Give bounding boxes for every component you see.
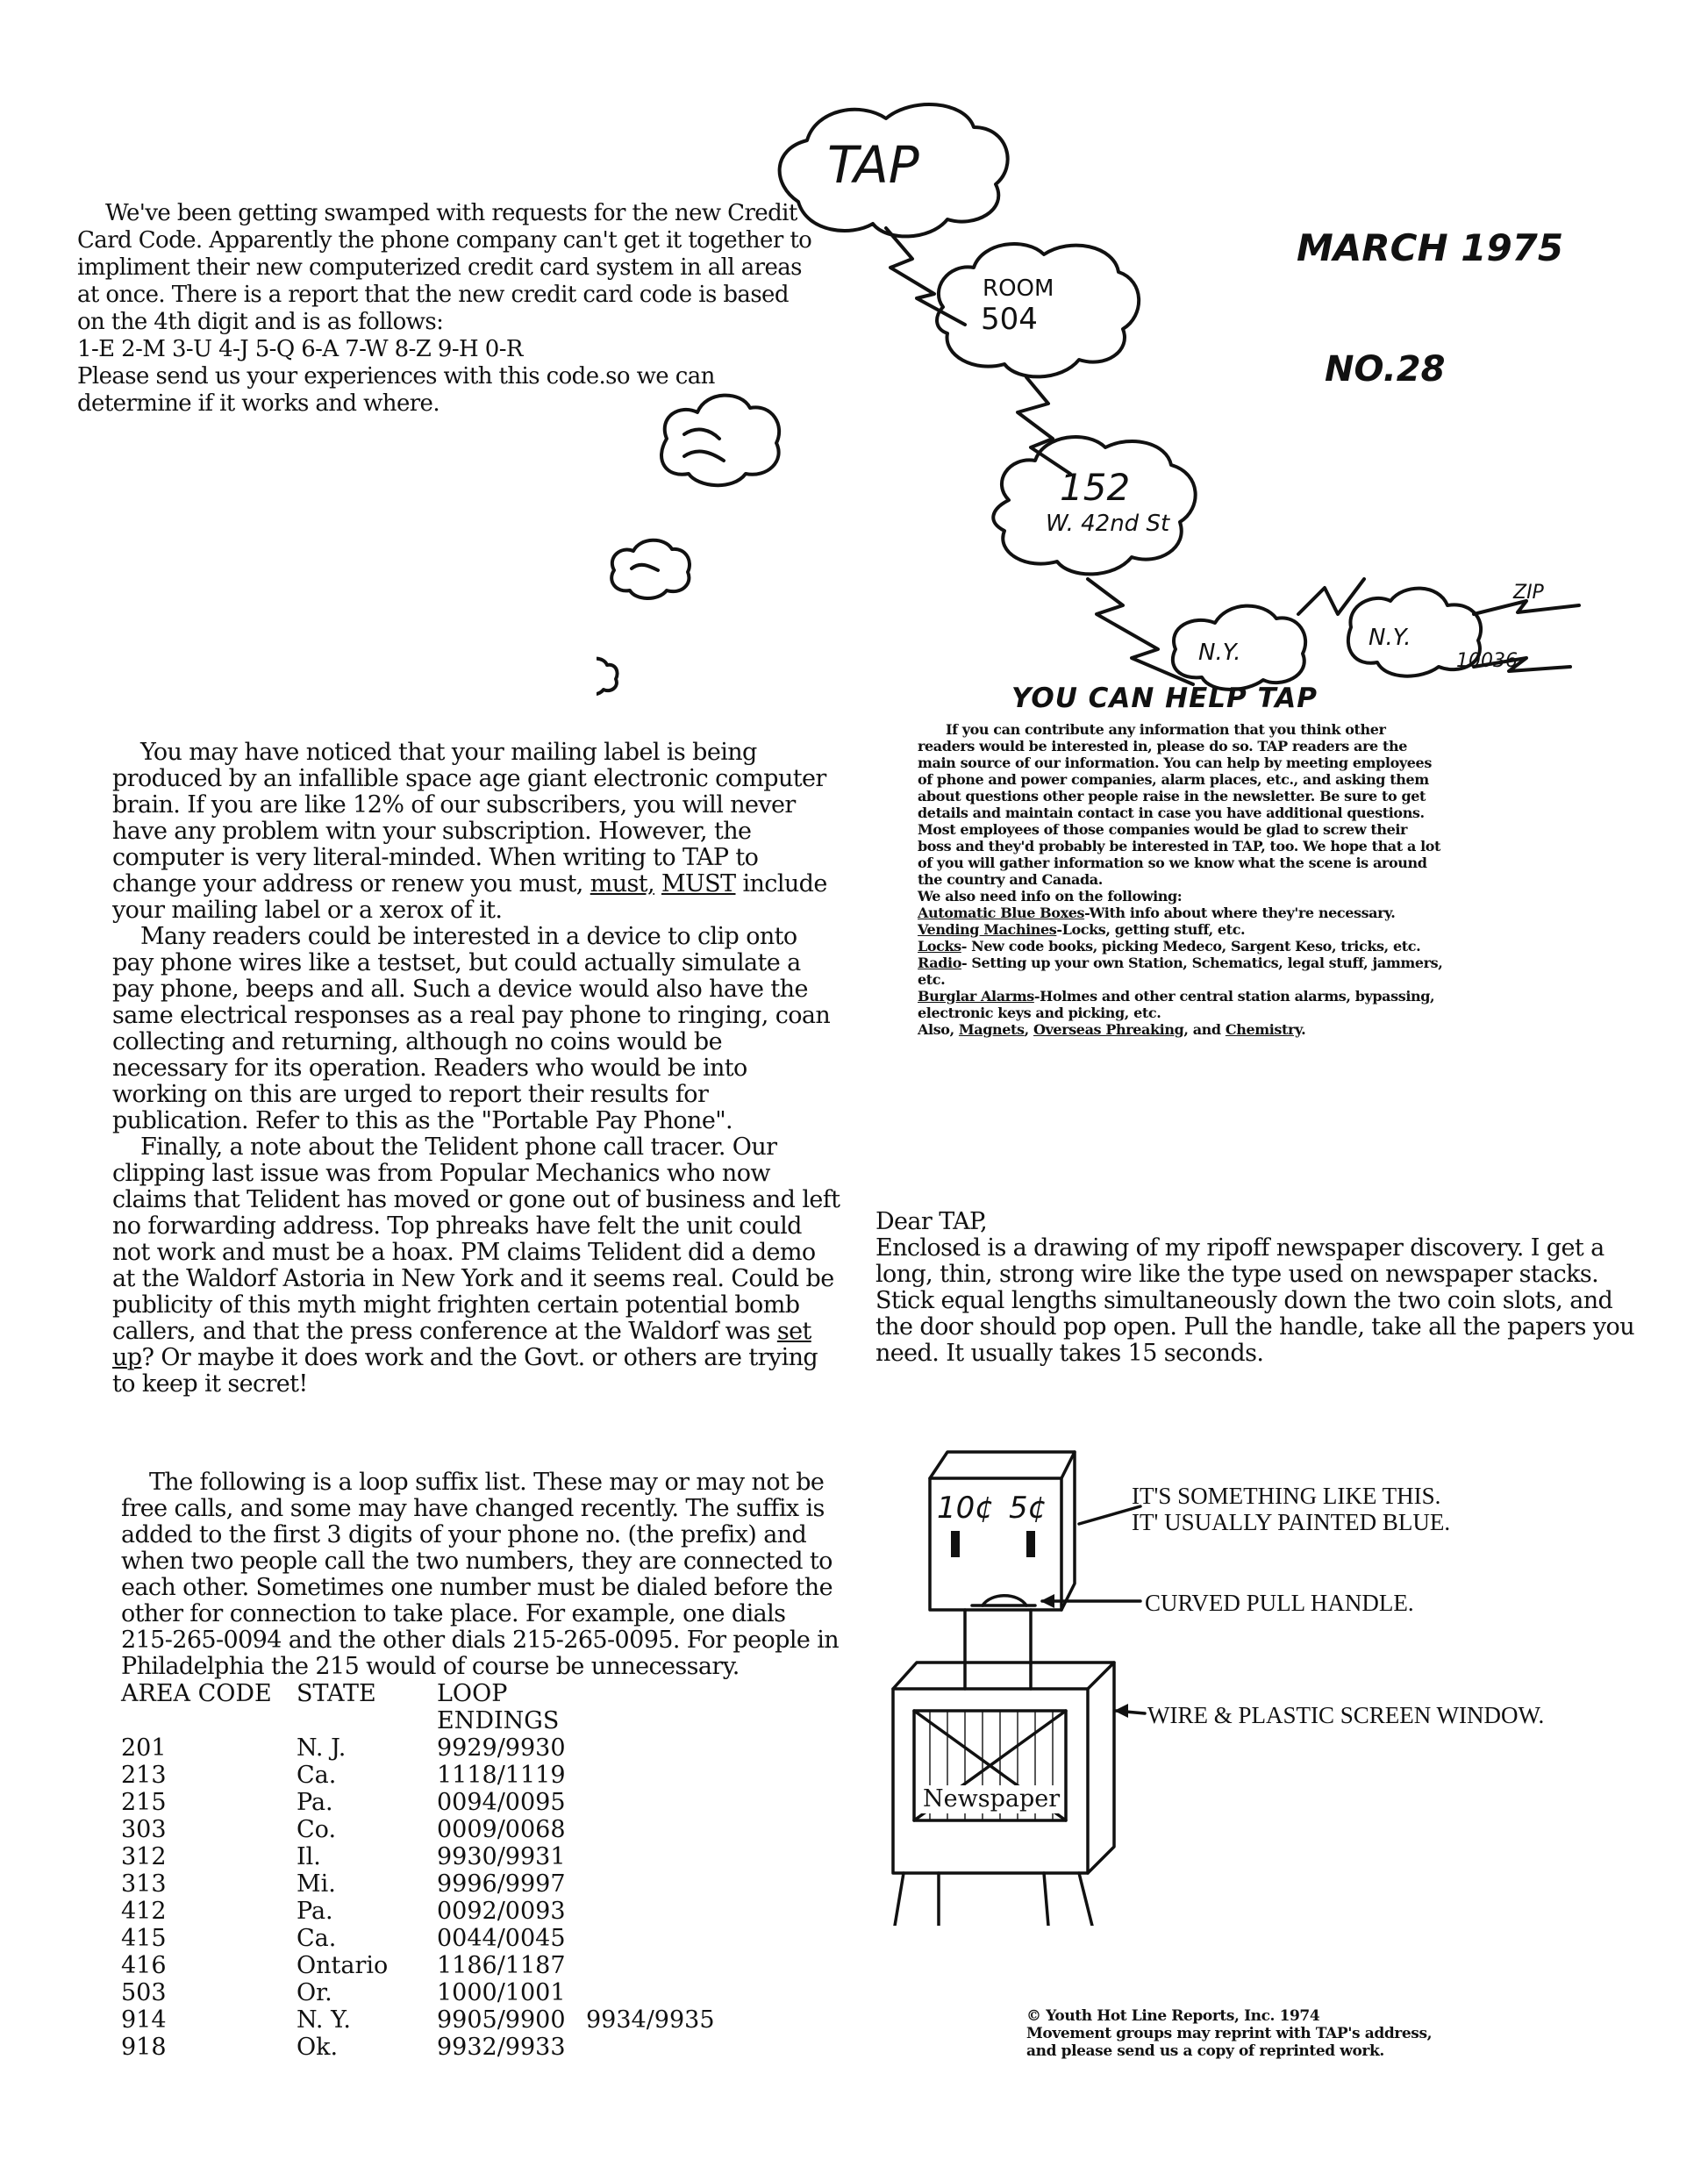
cloud-room-text: ROOM: [983, 275, 1054, 302]
letter-body: Enclosed is a drawing of my ripoff newspaper discovery. I get a long, thin, strong wire like the type used on newspaper stacks. Stick equal lengths simultaneously down the two coin slots, and the door should pop open. Pull the handle, take all the papers you need. It usually takes 15 seconds.: [875, 1234, 1635, 1367]
setup-emphasis: set up: [112, 1318, 811, 1371]
cell-ending-2: [586, 1952, 744, 1979]
coin-label-5c: 5¢: [1009, 1491, 1047, 1526]
cell-area: 201: [121, 1734, 167, 1762]
help-item-desc: -With info about where they're necessary.: [1084, 905, 1396, 921]
credit-card-request: Please send us your experiences with this code.so we can determine if it works and where.: [77, 363, 715, 417]
cell-state: N. J.: [297, 1734, 347, 1762]
cloud-addr-st-text: W. 42nd St: [1046, 511, 1170, 537]
help-item: [918, 955, 1444, 988]
cloud-ny1-text: N.Y.: [1198, 640, 1241, 666]
letter-salutation: Dear TAP,: [875, 1208, 988, 1235]
window-caption: WIRE & PLASTIC SCREEN WINDOW.: [1147, 1702, 1545, 1728]
loop-header-endings: LOOP ENDINGS: [437, 1680, 560, 1734]
mailing-label-paragraph: [112, 740, 840, 924]
help-item-term: Locks: [918, 938, 961, 955]
cell-ending-2: [586, 1870, 744, 1898]
cell-area: 303: [121, 1816, 167, 1843]
cell-area: 213: [121, 1762, 167, 1789]
cell-ending: 0092/0093: [437, 1898, 566, 1925]
cell-state: Pa.: [297, 1898, 333, 1925]
cell-state: Co.: [297, 1816, 337, 1843]
issue-number: NO.28: [1325, 349, 1446, 390]
drawing-caption-1: IT'S SOMETHING LIKE THIS.: [1132, 1483, 1441, 1509]
cell-area: 215: [121, 1789, 167, 1816]
table-row: [121, 1925, 840, 1952]
cell-ending: 9996/9997: [437, 1870, 566, 1898]
loop-table-body: [121, 1734, 840, 2061]
table-row: [121, 1952, 840, 1979]
cell-ending-2: [586, 1925, 744, 1952]
coin-label-10c: 10¢: [937, 1491, 994, 1526]
cell-ending-2: [586, 1816, 744, 1843]
cell-state: Il.: [297, 1843, 321, 1870]
cell-state: Pa.: [297, 1789, 333, 1816]
table-row: [121, 1843, 840, 1870]
table-row: [121, 1762, 840, 1789]
cloud-addr-num-text: 152: [1060, 466, 1131, 509]
help-item: [918, 988, 1444, 1021]
drawing-caption-2: IT' USUALLY PAINTED BLUE.: [1132, 1509, 1451, 1535]
issue-date: MARCH 1975: [1297, 226, 1564, 269]
copyright-line: Movement groups may reprint with TAP's address,: [1026, 2025, 1433, 2042]
loop-header-state: STATE: [297, 1680, 376, 1707]
credit-card-code: 1-E 2-M 3-U 4-J 5-Q 6-A 7-W 8-Z 9-H 0-R: [77, 336, 523, 362]
table-row: [121, 1870, 840, 1898]
cloud-room-num-text: 504: [981, 302, 1038, 337]
cell-ending: 1000/1001: [437, 1979, 566, 2006]
must-emphasis-1: must,: [590, 870, 654, 897]
cell-ending-2: [586, 1734, 744, 1762]
cell-state: Ca.: [297, 1762, 337, 1789]
help-item: [918, 921, 1444, 938]
telident-paragraph: [112, 1134, 840, 1398]
must-emphasis-2: MUST: [661, 870, 736, 897]
cell-state: Ontario: [297, 1952, 389, 1979]
cell-ending-2: [586, 1789, 744, 1816]
mailing-label-text: You may have noticed that your mailing label is being produced by an infallible space age giant electronic computer brain. If you are like 12% of our subscribers, you will never have any problem witn your subscription. However, the computer is very literal-minded. When writing to TAP to change your address or renew you must,: [112, 739, 826, 897]
loop-list-section: [121, 1469, 840, 2061]
help-item-term: Radio: [918, 955, 961, 971]
news-column: [112, 740, 840, 1398]
table-row: [121, 1734, 840, 1762]
cell-area: 312: [121, 1843, 167, 1870]
table-row: [121, 2034, 840, 2061]
cell-state: N. Y.: [297, 2006, 351, 2034]
cell-ending-2: [586, 1843, 744, 1870]
portable-pay-phone-paragraph: Many readers could be interested in a device to clip onto pay phone wires like a testset, but could actually simulate a pay phone, beeps and all. Such a device would also have the same electrical responses as a real pay phone to ringing, coan collecting and returning, although no coins would be necessary for its operation. Readers who would be into working on this are urged to report their results for publication. Refer to this as the "Portable Pay Phone".: [112, 923, 831, 1134]
copyright-line: and please send us a copy of reprinted work.: [1026, 2042, 1384, 2060]
cell-area: 416: [121, 1952, 167, 1979]
credit-card-paragraph: We've been getting swamped with requests for the new Credit Card Code. Apparently the phone company can't get it together to impliment their new computerized credit card system in all areas at once. There is a report that the new credit card code is based on the 4th digit and is as follows:: [77, 200, 812, 335]
help-item: [918, 938, 1444, 955]
mailing-label-text-end: include your mailing label or a xerox of it.: [112, 870, 827, 924]
cell-ending: 0009/0068: [437, 1816, 566, 1843]
cell-ending-2: [586, 1762, 744, 1789]
reader-letter: [875, 1209, 1639, 1367]
cell-area: 412: [121, 1898, 167, 1925]
cell-area: 918: [121, 2034, 167, 2061]
cell-state: Mi.: [297, 1870, 336, 1898]
help-also-need: We also need info on the following:: [918, 888, 1183, 905]
cell-ending-2: 9934/9935: [586, 2006, 715, 2034]
help-item-term: Burglar Alarms: [918, 988, 1034, 1005]
copyright-notice: [1026, 2007, 1518, 2060]
help-title: YOU CAN HELP TAP: [1011, 683, 1318, 714]
cell-ending-2: [586, 1898, 744, 1925]
cloud-tap-text: TAP: [827, 135, 919, 195]
cell-area: 415: [121, 1925, 167, 1952]
cell-area: 313: [121, 1870, 167, 1898]
table-row: [121, 1898, 840, 1925]
copyright-line: © Youth Hot Line Reports, Inc. 1974: [1026, 2007, 1320, 2025]
cloud-zip-text: ZIP: [1513, 582, 1544, 604]
cloud-ny2-text: N.Y.: [1369, 625, 1411, 651]
table-row: [121, 2006, 840, 2034]
help-also-chemistry: Chemistry: [1225, 1021, 1302, 1038]
cell-ending-2: [586, 2034, 744, 2061]
table-row: [121, 1979, 840, 2006]
telident-text: Finally, a note about the Telident phone call tracer. Our clipping last issue was from Popular Mechanics who now claims that Telident has moved or gone out of business and left no forwarding address. Top phreaks have felt the unit could not work and must be a hoax. PM claims Telident did a demo at the Waldorf Astoria in New York and it seems real. Could be publicity of this myth might frighten certain potential bomb callers, and that the press conference at the Waldorf was: [112, 1133, 840, 1345]
cell-state: Ca.: [297, 1925, 337, 1952]
cell-ending: 9932/9933: [437, 2034, 566, 2061]
cell-ending: 9905/9900: [437, 2006, 566, 2034]
cell-ending: 9929/9930: [437, 1734, 566, 1762]
help-also-overseas: Overseas Phreaking: [1033, 1021, 1184, 1038]
cell-state: Ok.: [297, 2034, 339, 2061]
help-body: If you can contribute any information that you think other readers would be interested in, please do so. TAP readers are the main source of our information. You can help by meeting employees of phone and power companies, alarm places, etc., and asking them about questions other people raise in the newsletter. Be sure to get details and maintain contact in case you have additional questions. Most employees of those companies would be glad to screw their boss and they'd probably be interested in TAP, too. We hope that a lot of you will gather information so we know what the scene is around the country and Canada.: [918, 721, 1441, 888]
help-item-term: Automatic Blue Boxes: [918, 905, 1085, 921]
cloud-zip-code-text: 10036: [1456, 650, 1518, 672]
cell-ending-2: [586, 1979, 744, 2006]
cell-ending: 1186/1187: [437, 1952, 566, 1979]
help-item-desc: -Locks, getting stuff, etc.: [1056, 921, 1246, 938]
window-newspaper-label: Newspaper: [923, 1785, 1061, 1813]
cell-ending: 9930/9931: [437, 1843, 566, 1870]
help-box: [918, 721, 1444, 1038]
table-row: [121, 1789, 840, 1816]
cell-state: Or.: [297, 1979, 332, 2006]
cell-area: 503: [121, 1979, 167, 2006]
loop-header-area-code: AREA CODE: [121, 1680, 272, 1707]
handle-caption: CURVED PULL HANDLE.: [1145, 1590, 1414, 1616]
loop-table-header: [121, 1680, 840, 1734]
help-item-desc: - Setting up your own Station, Schematics, legal stuff, jammers, etc.: [918, 955, 1443, 988]
help-item-desc: - New code books, picking Medeco, Sargent Keso, tricks, etc.: [961, 938, 1421, 955]
help-item-term: Vending Machines: [918, 921, 1057, 938]
table-row: [121, 1816, 840, 1843]
help-item-desc: -Holmes and other central station alarms, bypassing, electronic keys and picking, etc.: [918, 988, 1435, 1021]
cell-ending: 1118/1119: [437, 1762, 566, 1789]
cell-ending: 0044/0045: [437, 1925, 566, 1952]
credit-card-article: [77, 200, 814, 418]
help-also-line: Also, Magnets, Overseas Phreaking, and Chemistry.: [918, 1021, 1306, 1038]
telident-text-end: ? Or maybe it does work and the Govt. or others are trying to keep it secret!: [112, 1344, 818, 1398]
help-item: [918, 905, 1444, 921]
cell-area: 914: [121, 2006, 167, 2034]
help-also-magnets: Magnets: [958, 1021, 1025, 1038]
loop-intro: The following is a loop suffix list. These may or may not be free calls, and some may have changed recently. The suffix is added to the first 3 digits of your phone no. (the prefix) and when two people call the two numbers, they are connected to each other. Sometimes one number must be dialed before the other for connection to take place. For example, one dials 215-265-0094 and the other dials 215-265-0095. For people in Philadelphia the 215 would of course be unnecessary.: [121, 1469, 840, 1680]
help-also-prefix: Also,: [918, 1021, 954, 1038]
cell-ending: 0094/0095: [437, 1789, 566, 1816]
help-also-and: , and: [1183, 1021, 1221, 1038]
